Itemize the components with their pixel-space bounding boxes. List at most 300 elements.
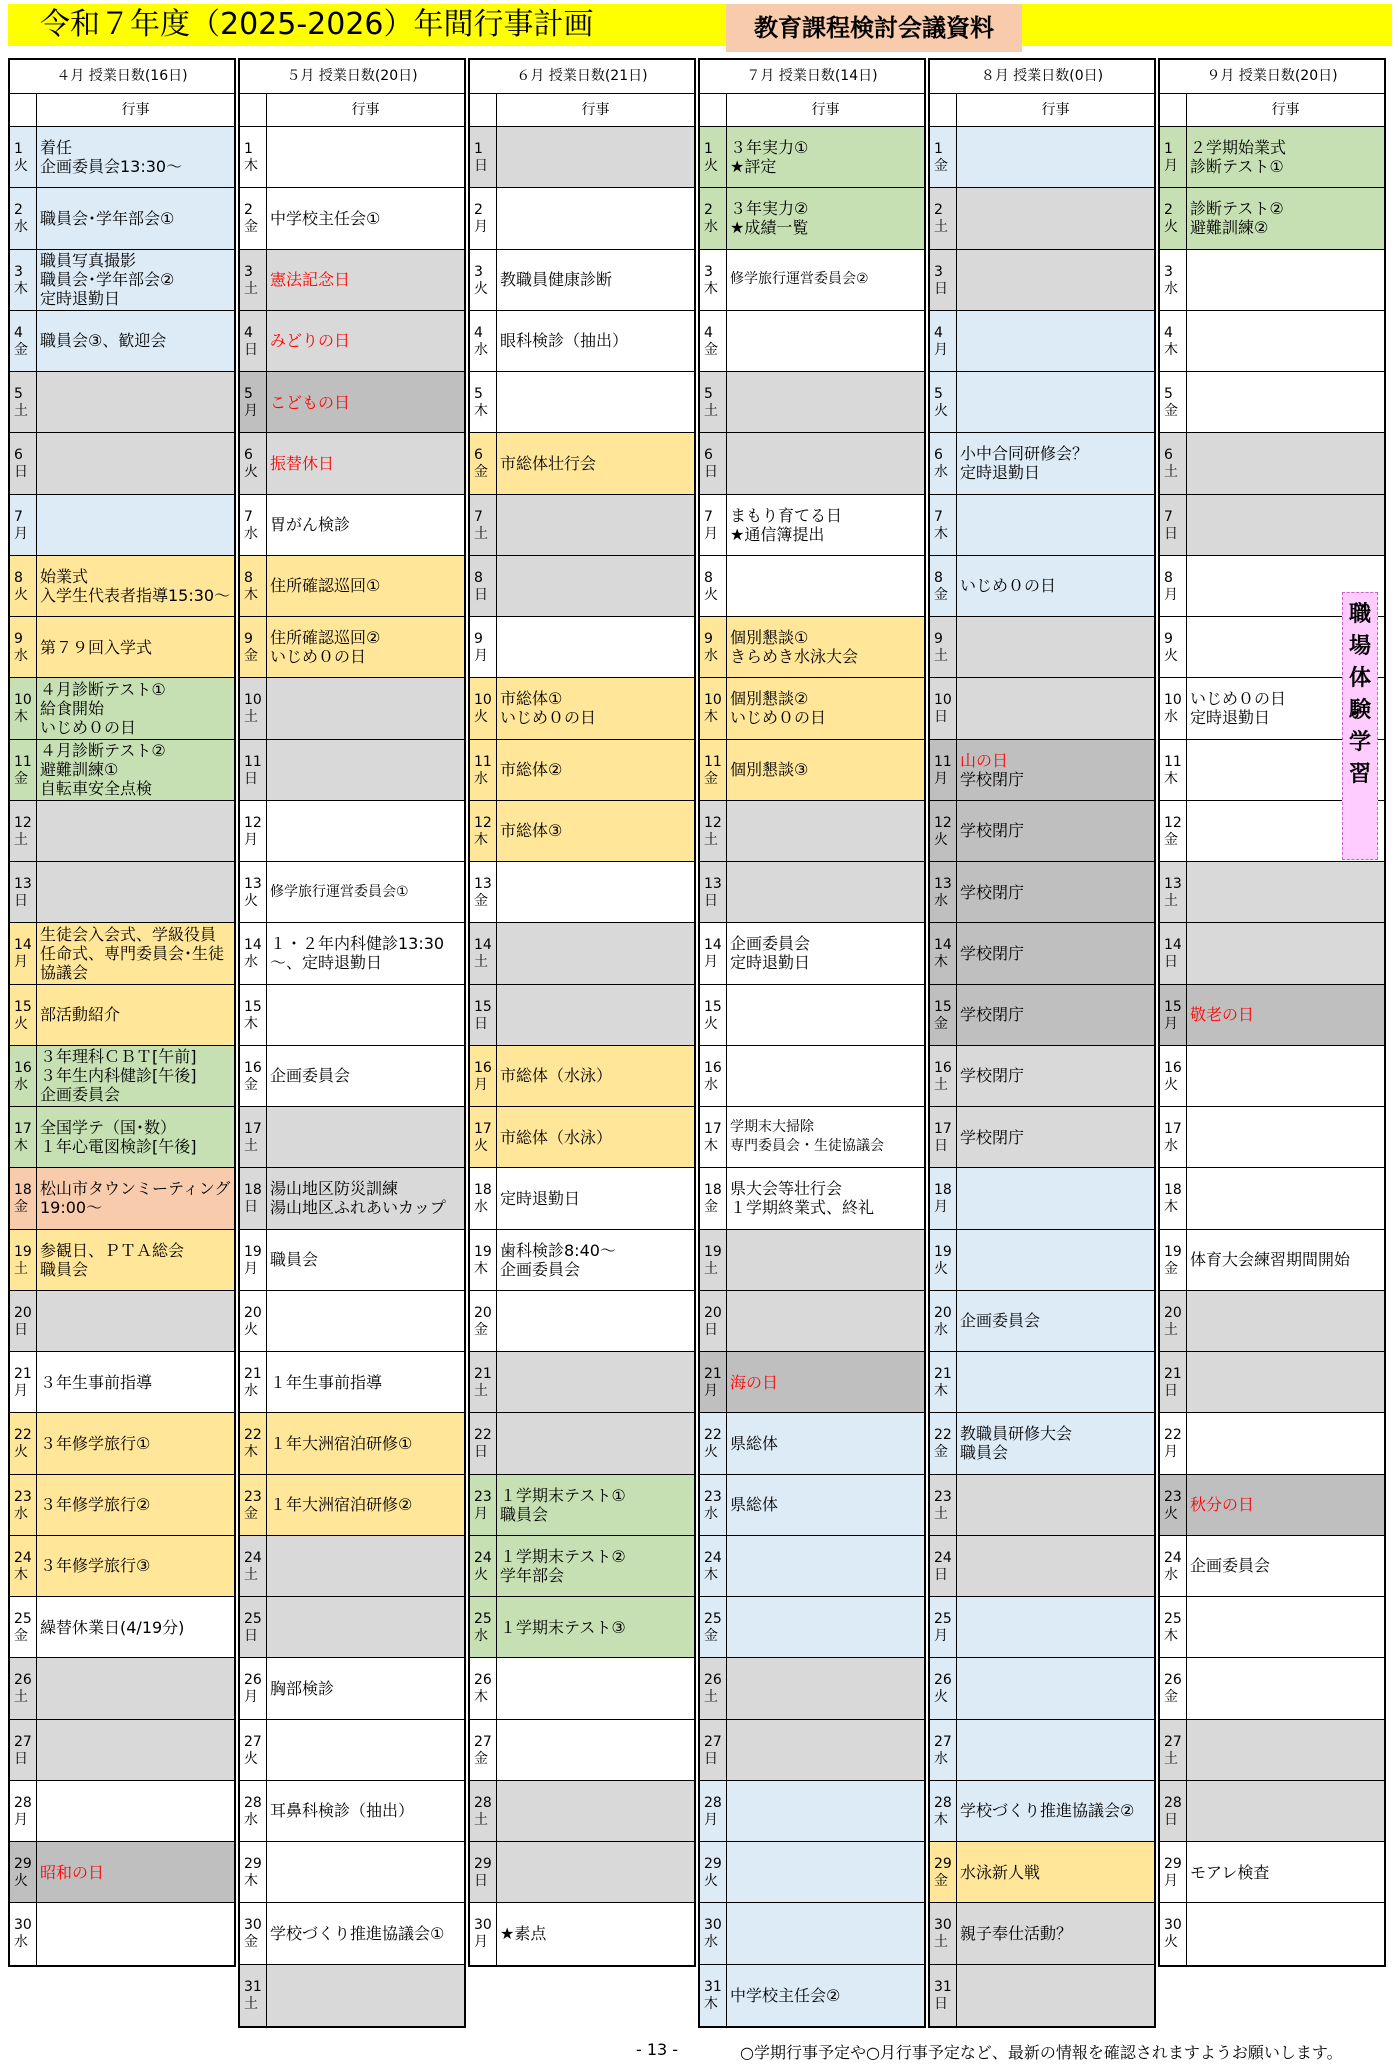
day-event [267,1168,464,1228]
day-row [240,1107,464,1168]
day-date: 20 水 [930,1291,957,1351]
day-event [957,740,1154,800]
day-date: 2 月 [470,188,497,248]
day-event [1187,862,1384,922]
day-date: 26 月 [240,1658,267,1718]
day-row [10,1658,234,1719]
day-event [957,1475,1154,1535]
day-row [700,372,924,433]
day-event [267,372,464,432]
day-row [700,1168,924,1229]
day-date: 28 土 [470,1781,497,1841]
day-event [957,1168,1154,1228]
day-row [700,617,924,678]
day-row [10,1107,234,1168]
day-event [267,1658,464,1718]
event-text: 市総体壮行会 [500,453,597,473]
day-row [1160,862,1384,923]
day-event [267,556,464,616]
day-event [957,1903,1154,1963]
day-event [37,311,234,371]
day-event [267,1597,464,1657]
day-date: 30 土 [930,1903,957,1963]
day-event [727,556,924,616]
day-row [700,127,924,188]
day-date: 8 日 [470,556,497,616]
day-row [10,1352,234,1413]
day-date: 24 土 [240,1536,267,1596]
day-row [470,495,694,556]
day-row [930,1965,1154,2026]
day-row [240,1291,464,1352]
day-event [497,127,694,187]
day-row [930,1781,1154,1842]
day-row [10,923,234,984]
day-row [470,311,694,372]
event-text: 市総体（水泳） [500,1066,613,1086]
day-row [10,1597,234,1658]
day-row [470,985,694,1046]
day-row [930,1352,1154,1413]
day-event [267,1965,464,2026]
day-row [10,1536,234,1597]
day-row [930,1903,1154,1964]
side-label-char: 習 [1348,762,1371,787]
day-event [727,1720,924,1780]
day-row [240,372,464,433]
day-date: 12 金 [1160,801,1187,861]
day-date: 9 土 [930,617,957,677]
event-text: 学校づくり推進協議会② [960,1801,1135,1821]
day-row [1160,1352,1384,1413]
event-text: 教職員研修大会 職員会 [960,1424,1073,1463]
day-event [1187,188,1384,248]
event-text: １年大洲宿泊研修① [270,1433,413,1453]
day-row [930,617,1154,678]
day-event [267,1230,464,1290]
day-row [470,862,694,923]
event-text: 学校閉庁 [960,1005,1025,1025]
day-date: 18 水 [470,1168,497,1228]
day-event [957,1965,1154,2026]
day-date: 13 日 [700,862,727,922]
day-row [240,1842,464,1903]
day-row [700,1965,924,2026]
day-date: 31 木 [700,1965,727,2026]
day-row [240,1720,464,1781]
day-date: 1 火 [700,127,727,187]
day-row [930,1230,1154,1291]
event-text: 親子奉仕活動？ [960,1923,1073,1943]
day-date: 22 火 [700,1413,727,1473]
event-header-label: 行事 [351,102,380,118]
event-text: 中学校主任会① [270,208,381,228]
day-row [10,127,234,188]
day-row [10,1720,234,1781]
day-row [930,188,1154,249]
day-event [727,1046,924,1106]
day-event [37,1781,234,1841]
day-event [497,1658,694,1718]
day-date: 19 土 [10,1230,37,1290]
day-date: 25 金 [700,1597,727,1657]
day-row [930,1046,1154,1107]
day-date: 23 月 [470,1475,497,1535]
day-date: 10 水 [1160,678,1187,738]
day-row [470,678,694,739]
day-date: 4 金 [700,311,727,371]
day-date: 14 日 [1160,923,1187,983]
day-event [727,372,924,432]
day-event [957,1597,1154,1657]
event-text: １年大洲宿泊研修② [270,1495,413,1515]
day-date: 23 水 [10,1475,37,1535]
event-text: 企画委員会 定時退勤日 [730,934,811,973]
day-date: 12 火 [930,801,957,861]
day-row [1160,1536,1384,1597]
day-event [1187,1781,1384,1841]
day-date: 10 日 [930,678,957,738]
event-text-holiday: 山の日 [960,750,1009,770]
day-date: 25 日 [240,1597,267,1657]
day-event [497,495,694,555]
event-text: 学校閉庁 [960,882,1025,902]
day-event [497,862,694,922]
day-date: 22 火 [10,1413,37,1473]
day-date: 7 月 [10,495,37,555]
day-row [240,1413,464,1474]
day-row [1160,311,1384,372]
day-row [700,1475,924,1536]
day-date: 21 日 [1160,1352,1187,1412]
day-date: 16 火 [1160,1046,1187,1106]
day-row [240,1903,464,1964]
day-event [497,1475,694,1535]
day-date: 30 火 [1160,1903,1187,1964]
day-row [930,740,1154,801]
day-date: 6 火 [240,433,267,493]
date-subheader-cell [930,94,957,126]
day-date: 27 火 [240,1720,267,1780]
day-date: 7 水 [240,495,267,555]
day-event [37,188,234,248]
event-text: みどりの日 [270,331,351,351]
day-event [37,1046,234,1106]
day-event [727,1168,924,1228]
day-row [240,556,464,617]
day-event [957,1842,1154,1902]
day-event [267,127,464,187]
day-row [700,1903,924,1964]
day-row [240,740,464,801]
day-event [957,1781,1154,1841]
day-date: 31 土 [240,1965,267,2026]
day-date: 18 月 [930,1168,957,1228]
day-date: 27 金 [470,1720,497,1780]
event-header-label: 行事 [1271,102,1300,118]
day-event [497,801,694,861]
day-date: 24 木 [10,1536,37,1596]
day-date: 20 土 [1160,1291,1187,1351]
day-row [240,1781,464,1842]
event-text: 企画委員会 [960,1311,1041,1331]
event-text: 学校閉庁 [960,943,1025,963]
day-row [470,127,694,188]
day-date: 5 木 [470,372,497,432]
day-row [1160,1413,1384,1474]
day-date: 28 木 [930,1781,957,1841]
day-event [1187,1413,1384,1473]
date-subheader-cell [700,94,727,126]
day-date: 4 木 [1160,311,1187,371]
day-event [267,1781,464,1841]
day-date: 9 水 [700,617,727,677]
day-date: 16 水 [10,1046,37,1106]
day-row [470,1291,694,1352]
day-date: 7 日 [1160,495,1187,555]
day-date: 29 木 [240,1842,267,1902]
event-text: 職員会 [270,1250,319,1270]
day-date: 15 火 [700,985,727,1045]
day-date: 20 火 [240,1291,267,1351]
day-date: 3 土 [240,250,267,310]
day-date: 15 金 [930,985,957,1045]
day-row [930,862,1154,923]
day-date: 2 金 [240,188,267,248]
day-event [267,1842,464,1902]
day-row [700,1658,924,1719]
day-event [1187,1536,1384,1596]
day-date: 9 月 [470,617,497,677]
day-date: 22 木 [240,1413,267,1473]
day-event [497,1046,694,1106]
day-event [497,1842,694,1902]
page-number: - 13 - [636,2040,679,2059]
event-header-label: 行事 [811,102,840,118]
event-text: 始業式 入学生代表者指導15:30～ [40,566,231,605]
day-row [240,1046,464,1107]
day-event [957,311,1154,371]
day-date: 20 金 [470,1291,497,1351]
day-date: 25 水 [470,1597,497,1657]
day-date: 27 水 [930,1720,957,1780]
side-label-char: 体 [1348,666,1371,691]
day-event [37,495,234,555]
day-row [470,1046,694,1107]
day-event [1187,127,1384,187]
day-row [1160,923,1384,984]
event-text: こどもの日 [270,392,351,412]
day-date: 6 金 [470,433,497,493]
side-label-vertical [1342,592,1378,860]
day-date: 9 火 [1160,617,1187,677]
day-date: 28 月 [10,1781,37,1841]
day-date: 17 水 [1160,1107,1187,1167]
day-date: 1 金 [930,127,957,187]
event-text: 市総体（水泳） [500,1127,613,1147]
meeting-badge: 教育課程検討会議資料 [726,4,1022,52]
day-event [37,127,234,187]
day-event [267,1536,464,1596]
day-row [10,188,234,249]
event-text: 歯科検診8:40～ 企画委員会 [500,1240,616,1279]
day-row [1160,985,1384,1046]
event-text: 繰替休業日(4/19分) [40,1617,185,1637]
day-date: 21 水 [240,1352,267,1412]
day-date: 8 火 [700,556,727,616]
day-row [10,1903,234,1964]
day-row [930,127,1154,188]
day-row [10,801,234,862]
day-row [470,617,694,678]
day-row [930,1413,1154,1474]
day-date: 1 木 [240,127,267,187]
day-date: 17 土 [240,1107,267,1167]
day-event [37,433,234,493]
day-date: 16 月 [470,1046,497,1106]
day-date: 21 土 [470,1352,497,1412]
day-row [10,1413,234,1474]
day-row [470,188,694,249]
day-date: 19 金 [1160,1230,1187,1290]
day-event [727,1413,924,1473]
day-date: 10 火 [470,678,497,738]
day-date: 27 日 [700,1720,727,1780]
day-date: 24 木 [700,1536,727,1596]
day-row [240,1475,464,1536]
day-row [240,1230,464,1291]
day-date: 27 土 [1160,1720,1187,1780]
day-date: 11 月 [930,740,957,800]
day-date: 12 土 [10,801,37,861]
day-row [930,1168,1154,1229]
day-event [37,250,234,310]
day-row [240,1536,464,1597]
day-row [240,188,464,249]
day-row [930,1291,1154,1352]
day-date: 10 木 [10,678,37,738]
event-text: 胸部検診 [270,1678,335,1698]
day-row [930,250,1154,311]
event-text: 県大会等壮行会 １学期終業式、終礼 [730,1179,875,1218]
day-row [700,1842,924,1903]
day-row [930,801,1154,862]
day-date: 11 日 [240,740,267,800]
day-event [267,250,464,310]
day-row [700,1107,924,1168]
event-text: いじめ０の日 [960,576,1057,596]
day-date: 10 木 [700,678,727,738]
day-date: 6 日 [10,433,37,493]
day-row [930,678,1154,739]
side-label-char: 場 [1348,634,1371,659]
day-row [700,678,924,739]
event-text: １学期末テスト② 学年部会 [500,1546,626,1585]
day-event [957,188,1154,248]
day-row [930,1720,1154,1781]
day-row [930,985,1154,1046]
date-subheader-cell [10,94,37,126]
day-date: 23 水 [700,1475,727,1535]
day-row [930,1658,1154,1719]
event-text: いじめ０の日 定時退勤日 [1190,689,1287,728]
day-row [1160,1658,1384,1719]
day-date: 17 日 [930,1107,957,1167]
day-event [497,1352,694,1412]
day-date: 26 火 [930,1658,957,1718]
day-date: 3 水 [1160,250,1187,310]
side-label-char: 学 [1348,730,1371,755]
day-event [727,1352,924,1412]
day-date: 30 月 [470,1903,497,1964]
day-event [1187,1168,1384,1228]
day-event [1187,1107,1384,1167]
day-date: 21 木 [930,1352,957,1412]
day-row [700,556,924,617]
day-event [727,127,924,187]
day-row [470,433,694,494]
day-row [10,862,234,923]
day-event [37,1842,234,1902]
column-subheader [930,94,1154,127]
column-subheader [700,94,924,127]
day-date: 26 木 [470,1658,497,1718]
day-row [10,372,234,433]
day-row [470,250,694,311]
day-date: 14 月 [10,923,37,983]
day-date: 8 金 [930,556,957,616]
day-row [10,311,234,372]
day-date: 4 金 [10,311,37,371]
event-text: 学校閉庁 [960,821,1025,841]
event-text: 敬老の日 [1190,1005,1255,1025]
event-text: ４月診断テスト① 給食開始 いじめ０の日 [40,679,166,737]
day-row [240,617,464,678]
event-text: 中学校主任会② [730,1985,841,2005]
day-row [470,1475,694,1536]
day-event [1187,1597,1384,1657]
day-date: 30 金 [240,1903,267,1963]
day-event [957,495,1154,555]
day-event [497,1230,694,1290]
day-date: 7 土 [470,495,497,555]
event-text: 定時退勤日 [500,1188,581,1208]
day-row [240,1597,464,1658]
day-date: 15 日 [470,985,497,1045]
day-event [267,311,464,371]
day-event [1187,1230,1384,1290]
day-date: 18 日 [240,1168,267,1228]
day-event [727,188,924,248]
day-row [470,1903,694,1964]
day-date: 14 土 [470,923,497,983]
month-column [1158,58,1386,1967]
day-date: 7 月 [700,495,727,555]
day-date: 1 火 [10,127,37,187]
page-title: 令和７年度（2025-2026）年間行事計画 [40,7,594,42]
day-event [727,1965,924,2026]
day-event [37,678,234,738]
day-event [1187,433,1384,493]
day-event [497,433,694,493]
day-row [700,311,924,372]
day-row [930,311,1154,372]
day-date: 26 土 [700,1658,727,1718]
month-title: ５月 授業日数(20日) [240,60,464,94]
day-date: 5 土 [10,372,37,432]
day-event [1187,1842,1384,1902]
day-row [10,250,234,311]
